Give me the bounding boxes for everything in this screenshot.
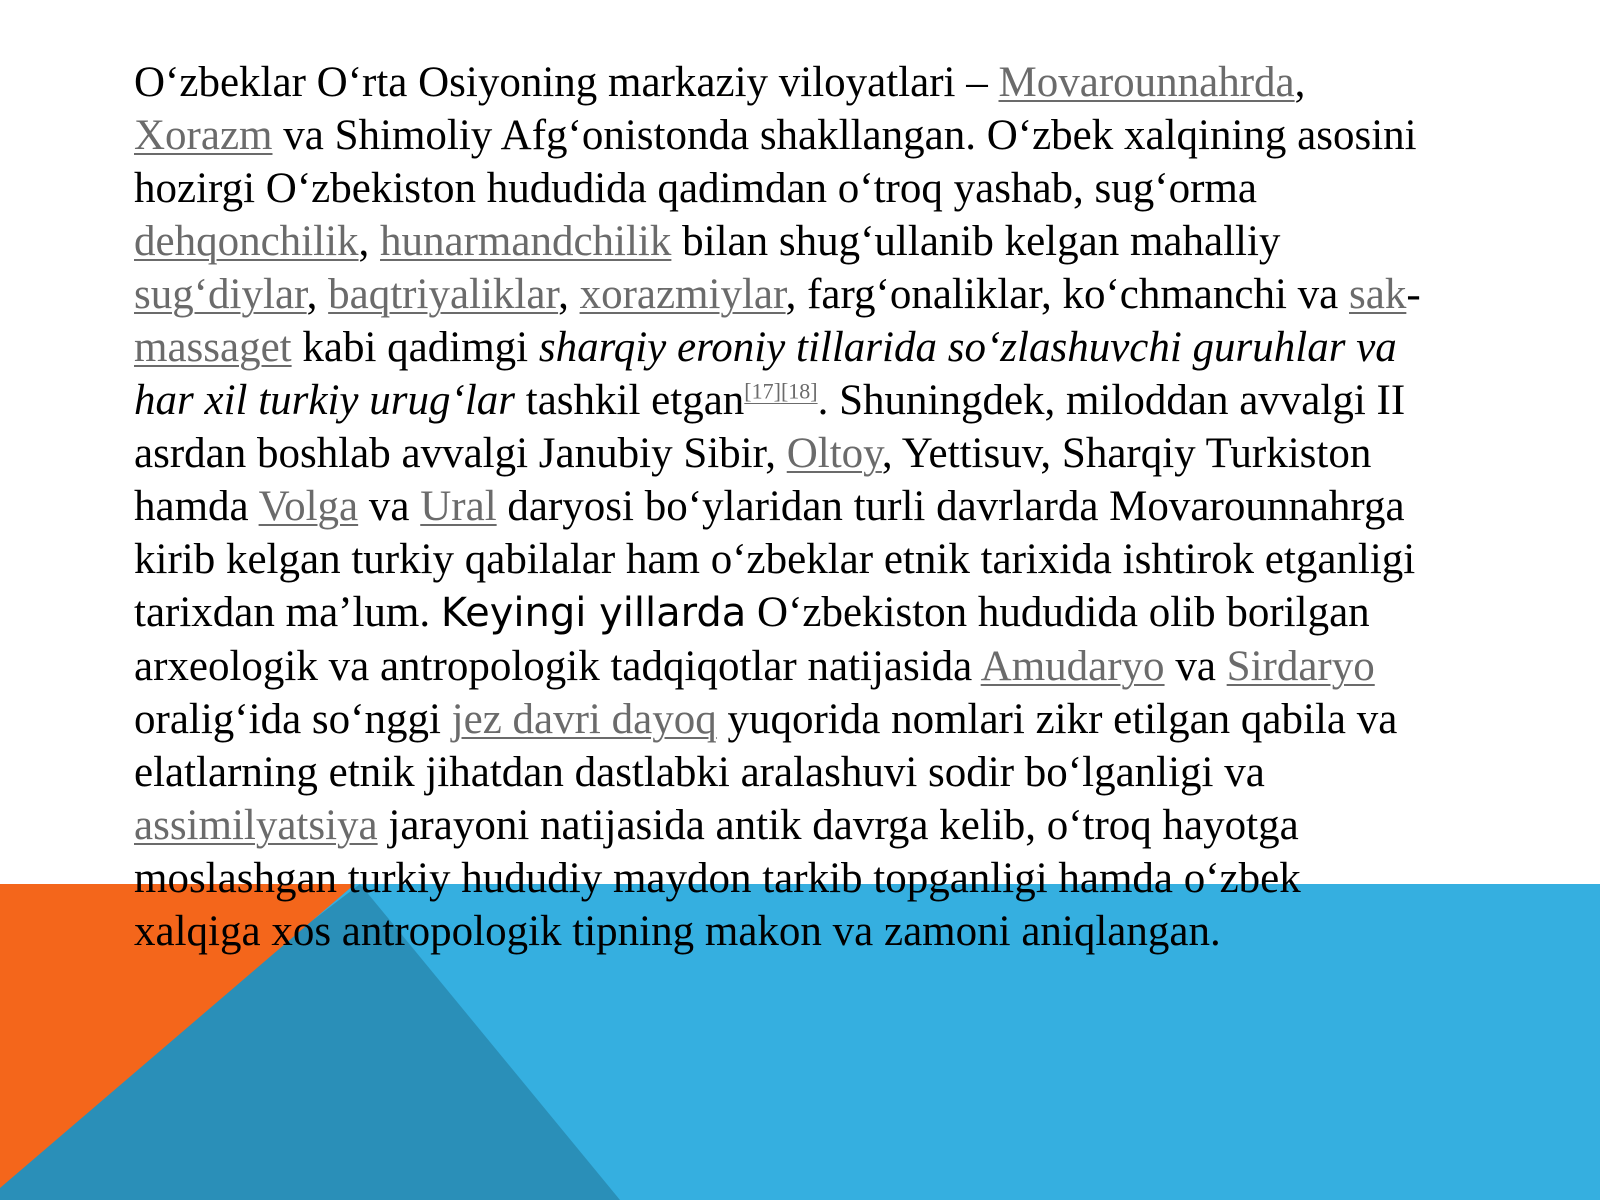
text-run: yuqorida nomlari zikr etilgan qabila va elatlarning etnik jihatdan dastlabki aralashuvi sodir bo‘lganligi va — [134, 696, 1398, 796]
text-run: , farg‘onaliklar, ko‘chmanchi va — [785, 271, 1350, 318]
link-massaget[interactable]: massaget — [134, 324, 292, 371]
link-ural[interactable]: Ural — [420, 483, 497, 530]
text-run: va — [358, 483, 421, 530]
reference-18[interactable]: [18] — [780, 378, 818, 404]
text-run: oralig‘ida so‘nggi — [134, 696, 452, 743]
link-baqtriyaliklar[interactable]: baqtriyaliklar — [328, 271, 559, 318]
reference-17[interactable]: [17] — [744, 378, 781, 404]
link-hunarmandchilik[interactable]: hunarmandchilik — [380, 218, 672, 265]
text-run: kabi qadimgi — [291, 324, 539, 371]
text-run: , — [1294, 59, 1306, 106]
link-oltoy[interactable]: Oltoy — [786, 430, 882, 477]
link-sirdaryo[interactable]: Sirdaryo — [1226, 643, 1375, 690]
text-run: , — [558, 271, 580, 318]
sans-phrase: Keyingi yillarda — [440, 590, 747, 636]
text-run: , — [358, 218, 381, 265]
link-assimilyatsiya[interactable]: assimilyatsiya — [134, 802, 378, 849]
italic-phrase: sharqiy eroniy tillarida so‘zlashuvchi guruhlar va har xil turkiy urug‘lar — [134, 324, 1397, 424]
text-run: tashkil etgan — [515, 377, 745, 424]
text-run: - — [1406, 271, 1421, 318]
link-movarounnahr[interactable]: Movarounnahrda — [998, 59, 1295, 106]
text-run: va — [1164, 643, 1227, 690]
link-jez-davri[interactable]: jez davri dayoq — [451, 696, 717, 743]
text-run: bilan shug‘ullanib kelgan mahalliy — [671, 218, 1281, 265]
text-run: , Yettisuv, Sharqiy Turkiston hamda — [134, 430, 1372, 530]
text-run: . Shuningdek, miloddan avvalgi II asrdan boshlab avvalgi Janubiy Sibir, — [134, 377, 1406, 477]
link-xorazm[interactable]: Xorazm — [134, 112, 273, 159]
link-volga[interactable]: Volga — [258, 483, 359, 530]
reference-markers — [744, 379, 817, 404]
link-amudaryo[interactable]: Amudaryo — [980, 643, 1165, 690]
text-run: O‘zbekiston hududida olib borilgan arxeologik va antropologik tadqiqotlar natijasida — [134, 589, 1370, 690]
text-run: va Shimoliy Afg‘onistonda shakllangan. O‘zbek xalqining asosini hozirgi O‘zbekiston hududida qadimdan o‘troq yashab, sug‘orma — [134, 112, 1417, 212]
link-sugdiylar[interactable]: sug‘diylar — [134, 271, 307, 318]
text-run: O‘zbeklar O‘rta Osiyoning markaziy viloyatlari – — [134, 59, 999, 106]
text-run: jarayoni natijasida antik davrga kelib, o‘troq hayotga moslashgan turkiy hududiy maydon tarkib topganligi hamda o‘zbek xalqiga xos antropologik tipning makon va zamoni aniqlangan. — [134, 802, 1301, 955]
text-run: daryosi bo‘ylaridan turli davrlarda Movarounnahrga kirib kelgan turkiy qabilalar ham o‘zbeklar etnik tarixida ishtirok etganligi tarixdan ma’lum. — [134, 483, 1416, 636]
main-paragraph — [134, 56, 1434, 958]
link-xorazmiylar[interactable]: xorazmiylar — [579, 271, 786, 318]
link-dehqonchilik[interactable]: dehqonchilik — [134, 218, 359, 265]
link-sak[interactable]: sak — [1349, 271, 1407, 318]
text-run: , — [306, 271, 329, 318]
